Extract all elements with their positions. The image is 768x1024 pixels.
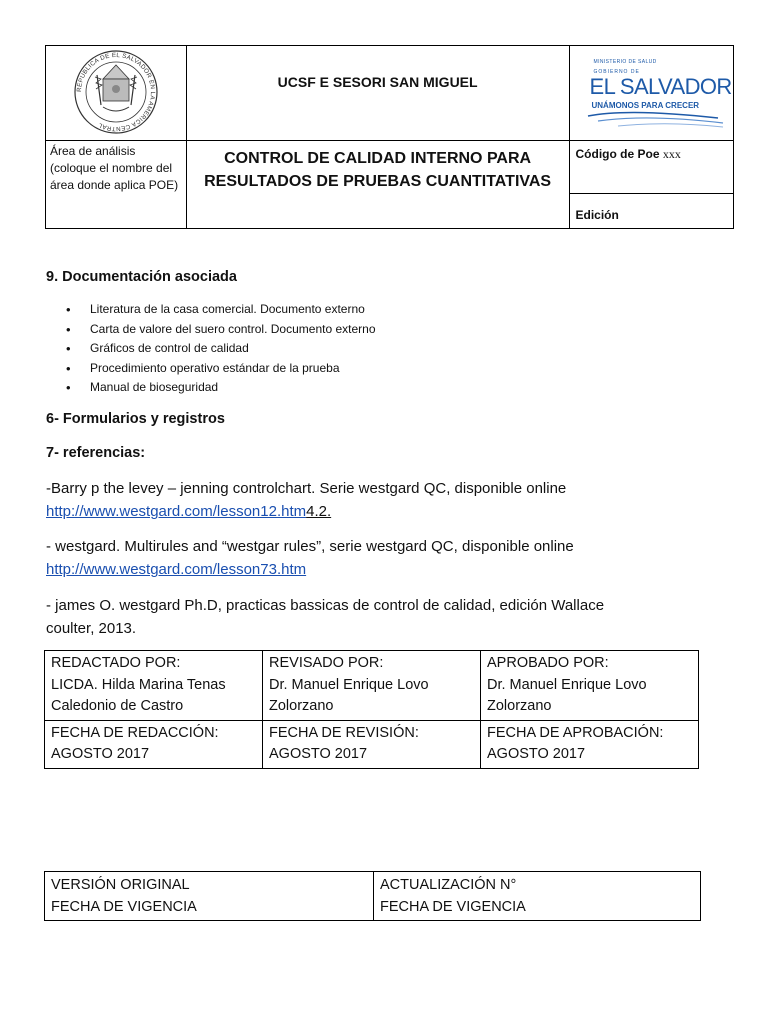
signatures-table (44, 650, 699, 769)
logo-ministry-text: MINISTERIO DE SALUD (593, 59, 657, 65)
section7-title: 7- referencias: (46, 445, 146, 461)
revisado-cell (263, 651, 481, 721)
edition-cell (569, 194, 734, 229)
ministry-logo (570, 46, 734, 131)
reference-3 (46, 594, 736, 640)
institution-cell (186, 46, 569, 141)
document-header-table (45, 45, 734, 229)
fecha-aprobacion-cell (481, 720, 699, 768)
doc-title-line2: RESULTADOS DE PRUEBAS CUANTITATIVAS (204, 173, 552, 190)
fecha-revision-label: FECHA DE REVISIÓN: (269, 724, 419, 741)
documentation-list (66, 300, 376, 398)
fecha-revision-cell (263, 720, 481, 768)
code-cell (569, 141, 734, 194)
fecha-redaccion-value: AGOSTO 2017 (51, 746, 150, 762)
fecha-aprobacion-value: AGOSTO 2017 (487, 746, 586, 762)
list-item: • Manual de bioseguridad (66, 378, 376, 398)
redactado-name: LICDA. Hilda Marina Tenas (51, 676, 226, 693)
logo-cell (569, 46, 734, 141)
aprobado-cell (481, 651, 699, 721)
doc-title-cell (186, 141, 569, 229)
actualizacion-label: ACTUALIZACIÓN N° (380, 877, 517, 893)
area-label: Área de análisis (coloque el nombre del área donde aplica POE) (50, 144, 179, 192)
revisado-name: Zolorzano (269, 698, 334, 714)
redactado-label: REDACTADO POR: (51, 655, 181, 671)
fecha-redaccion-label: FECHA DE REDACCIÓN: (51, 724, 219, 741)
aprobado-name: Dr. Manuel Enrique Lovo (487, 676, 647, 693)
edition-label: Edición (575, 208, 619, 222)
version-table (44, 871, 701, 921)
list-item: • Literatura de la casa comercial. Documento externo (66, 300, 376, 320)
reference-3-line1: - james O. westgard Ph.D, practicas bassicas de control de calidad, edición Wallace (46, 597, 605, 614)
reference-1-link-line (46, 500, 726, 523)
institution-name: UCSF E SESORI SAN MIGUEL (277, 74, 478, 90)
fecha-revision-value: AGOSTO 2017 (269, 746, 368, 762)
revisado-name: Dr. Manuel Enrique Lovo (269, 676, 429, 693)
code-label: Código de Poe (575, 147, 660, 161)
fecha-vigencia-label: FECHA DE VIGENCIA (51, 899, 197, 915)
reference-1 (46, 477, 726, 523)
code-value: xxx (662, 147, 681, 161)
reference-3-line2: coulter, 2013. (46, 620, 137, 637)
fecha-aprobacion-label: FECHA DE APROBACIÓN: (487, 724, 664, 741)
list-item: • Carta de valore del suero control. Documento externo (66, 320, 376, 340)
area-cell (46, 141, 187, 229)
section9-title: 9. Documentación asociada (46, 269, 237, 285)
logo-country-text: EL SALVADOR (589, 74, 732, 99)
version-original-label: VERSIÓN ORIGINAL (51, 877, 190, 893)
doc-title-line1: CONTROL DE CALIDAD INTERNO PARA (224, 150, 532, 167)
list-item: • Gráficos de control de calidad (66, 339, 376, 359)
reference-1-link[interactable]: http://www.westgard.com/lesson12.htm (46, 503, 307, 520)
seal-cell (46, 46, 187, 141)
redactado-cell (45, 651, 263, 721)
fecha-vigencia-label: FECHA DE VIGENCIA (380, 899, 526, 915)
reference-2-link[interactable]: http://www.westgard.com/lesson73.htm (46, 561, 307, 578)
list-item: • Procedimiento operativo estándar de la prueba (66, 359, 376, 379)
version-original-cell (45, 872, 374, 921)
reference-1-suffix: 4.2. (306, 503, 332, 520)
logo-slogan-text: UNÁMONOS PARA CRECER (591, 101, 700, 110)
redactado-name: Caledonio de Castro (51, 698, 184, 714)
logo-waves-icon (578, 110, 728, 130)
aprobado-label: APROBADO POR: (487, 655, 609, 671)
revisado-label: REVISADO POR: (269, 655, 384, 671)
seal-text: REPUBLICA DE EL SALVADOR EN LA AMERICA CENTRAL (75, 51, 156, 133)
fecha-redaccion-cell (45, 720, 263, 768)
actualizacion-cell (374, 872, 701, 921)
logo-gobierno-text: GOBIERNO DE (593, 69, 640, 75)
reference-2 (46, 535, 726, 581)
section6-title: 6- Formularios y registros (46, 411, 225, 427)
reference-2-text: - westgard. Multirules and “westgar rules”, serie westgard QC, disponible online (46, 538, 574, 555)
aprobado-name: Zolorzano (487, 698, 552, 714)
coat-of-arms-seal-icon (73, 49, 159, 135)
reference-1-text: -Barry p the levey – jenning controlchart. Serie westgard QC, disponible online (46, 480, 567, 497)
